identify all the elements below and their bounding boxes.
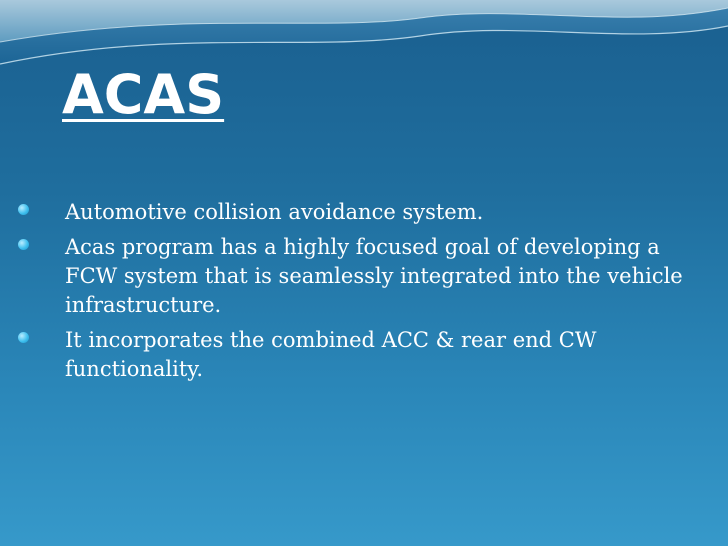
bullet-item xyxy=(10,198,710,227)
bullet-list xyxy=(10,198,710,390)
bullet-text: Acas program has a highly focused goal of developing a FCW system that is seamlessly integrated into the vehicle infrastructure. xyxy=(65,235,683,317)
bullet-item xyxy=(10,326,710,384)
bullet-item xyxy=(10,233,710,320)
round-bullet-icon xyxy=(18,332,29,343)
slide-title: ACAS xyxy=(62,63,225,126)
round-bullet-icon xyxy=(18,239,29,250)
round-bullet-icon xyxy=(18,204,29,215)
bullet-text: It incorporates the combined ACC & rear end CW functionality. xyxy=(65,328,597,381)
bullet-text: Automotive collision avoidance system. xyxy=(65,200,484,224)
